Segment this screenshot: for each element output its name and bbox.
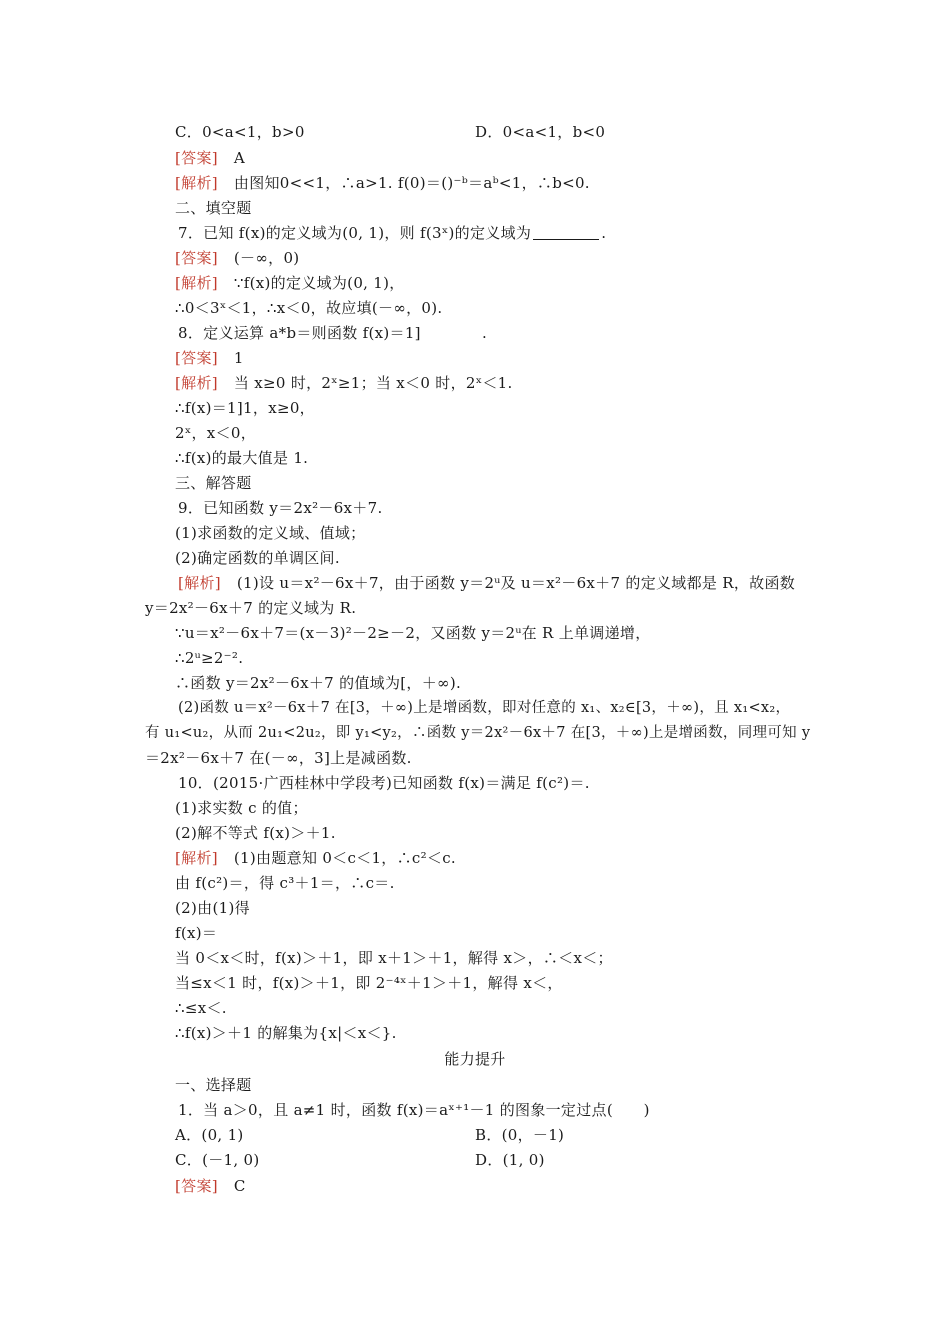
answer-tag: [答案] — [175, 1177, 218, 1195]
text-line: 有 u₁<u₂，从而 2u₁<2u₂，即 y₁<y₂，∴函数 y＝2x²－6x＋7 在[3，＋∞)上是增函数，同理可知 y — [145, 725, 811, 741]
analysis-text: (1)设 u＝x²－6x＋7，由于函数 y＝2ᵘ及 u＝x²－6x＋7 的定义域都是 R，故函数 — [236, 574, 796, 592]
analysis-line — [175, 273, 825, 293]
text-line: ∴函数 y＝2x²－6x＋7 的值域为[，＋∞). — [175, 674, 462, 692]
analysis-tag: [解析] — [178, 574, 221, 592]
text-line: 当≤x＜1 时，f(x)＞＋1，即 2⁻⁴ˣ＋1＞＋1，解得 x＜， — [175, 974, 563, 992]
option-line — [175, 122, 825, 142]
analysis-tag: [解析] — [175, 274, 218, 292]
question-7: 7．已知 f(x)的定义域为(0, 1)，则 f(3ˣ)的定义域为 . — [178, 224, 607, 242]
option-line — [175, 1150, 825, 1170]
analysis-line — [175, 848, 825, 868]
section-title: 能力提升 — [444, 1050, 506, 1068]
option-c: C．(－1, 0) — [175, 1151, 260, 1169]
question-10: 10．(2015·广西桂林中学段考)已知函数 f(x)＝满足 f(c²)＝. — [178, 774, 590, 792]
text-line: ∴f(x)＞＋1 的解集为{x|＜x＜}. — [175, 1024, 397, 1042]
answer-tag: [答案] — [175, 149, 218, 167]
option-b: B．(0，－1) — [475, 1126, 565, 1144]
analysis-line — [175, 173, 825, 193]
option-d: D．(1, 0) — [475, 1151, 545, 1169]
analysis-tag: [解析] — [175, 174, 218, 192]
option-line — [175, 1125, 825, 1145]
option-d: D．0<a<1，b<0 — [475, 123, 606, 141]
text-line: (2)函数 u＝x²－6x＋7 在[3，＋∞)上是增函数，即对任意的 x₁、x₂∈[3，＋∞)，且 x₁<x₂， — [178, 700, 791, 716]
analysis-text: 由图知0<<1，∴a>1. f(0)＝()⁻ᵇ＝aᵇ<1，∴b<0. — [233, 174, 590, 192]
text-line: ∴f(x)的最大值是 1. — [175, 449, 309, 467]
answer-tag: [答案] — [175, 249, 218, 267]
question-part: (2)解不等式 f(x)＞＋1. — [175, 824, 336, 842]
text-line: 当 0＜x＜时，f(x)＞＋1，即 x＋1＞＋1，解得 x＞，∴＜x＜； — [175, 949, 613, 967]
text-line: ∴f(x)＝1]1，x≥0， — [175, 399, 315, 417]
question-part: (1)求实数 c 的值； — [175, 799, 308, 817]
text-line: 2ˣ，x＜0， — [175, 424, 257, 442]
answer-blank — [533, 225, 599, 240]
answer-line — [175, 248, 825, 268]
analysis-text: (1)由题意知 0＜c＜1，∴c²＜c. — [233, 849, 456, 867]
answer-value: A — [233, 149, 246, 167]
analysis-tag: [解析] — [175, 849, 218, 867]
question-text: 7．已知 f(x)的定义域为(0, 1)，则 f(3ˣ)的定义域为 — [178, 224, 532, 242]
option-a: A．(0, 1) — [175, 1126, 244, 1144]
text-line: ∴0＜3ˣ＜1，∴x＜0，故应填(－∞，0). — [175, 299, 443, 317]
analysis-text: ∵f(x)的定义域为(0, 1)， — [233, 274, 405, 292]
section-heading: 二、填空题 — [175, 199, 252, 217]
question-9: 9．已知函数 y＝2x²－6x＋7. — [178, 499, 383, 517]
answer-line — [175, 1176, 825, 1196]
text-line: (2)由(1)得 — [175, 899, 250, 917]
analysis-text: 当 x≥0 时，2ˣ≥1；当 x＜0 时，2ˣ＜1. — [233, 374, 513, 392]
text-line: ∴≤x＜. — [175, 999, 227, 1017]
answer-value: 1 — [233, 349, 244, 367]
question-part: (1)求函数的定义域、值域； — [175, 524, 366, 542]
answer-tag: [答案] — [175, 349, 218, 367]
answer-value: (－∞，0) — [233, 249, 300, 267]
question-8: 8．定义运算 a*b＝则函数 f(x)＝1] . — [178, 324, 488, 342]
answer-line — [175, 148, 825, 168]
section-heading: 三、解答题 — [175, 474, 252, 492]
text-line: ∴2ᵘ≥2⁻². — [175, 649, 244, 667]
analysis-line — [175, 373, 825, 393]
section-heading: 一、选择题 — [175, 1076, 252, 1094]
question-1: 1．当 a＞0，且 a≠1 时，函数 f(x)＝aˣ⁺¹－1 的图象一定过点( ) — [178, 1101, 650, 1119]
text-line: ＝2x²－6x＋7 在(－∞，3]上是减函数. — [145, 749, 412, 767]
question-part: (2)确定函数的单调区间. — [175, 549, 340, 567]
text-line: 由 f(c²)＝，得 c³＋1＝，∴c＝. — [175, 874, 395, 892]
answer-value: C — [233, 1177, 246, 1195]
text-line: f(x)＝ — [175, 924, 218, 942]
analysis-line — [178, 573, 828, 593]
text-line: ∵u＝x²－6x＋7＝(x－3)²－2≥－2，又函数 y＝2ᵘ在 R 上单调递增， — [175, 624, 651, 642]
analysis-tag: [解析] — [175, 374, 218, 392]
option-c: C．0<a<1，b>0 — [175, 123, 305, 141]
answer-line — [175, 348, 825, 368]
text-line: y＝2x²－6x＋7 的定义域为 R. — [145, 599, 357, 617]
